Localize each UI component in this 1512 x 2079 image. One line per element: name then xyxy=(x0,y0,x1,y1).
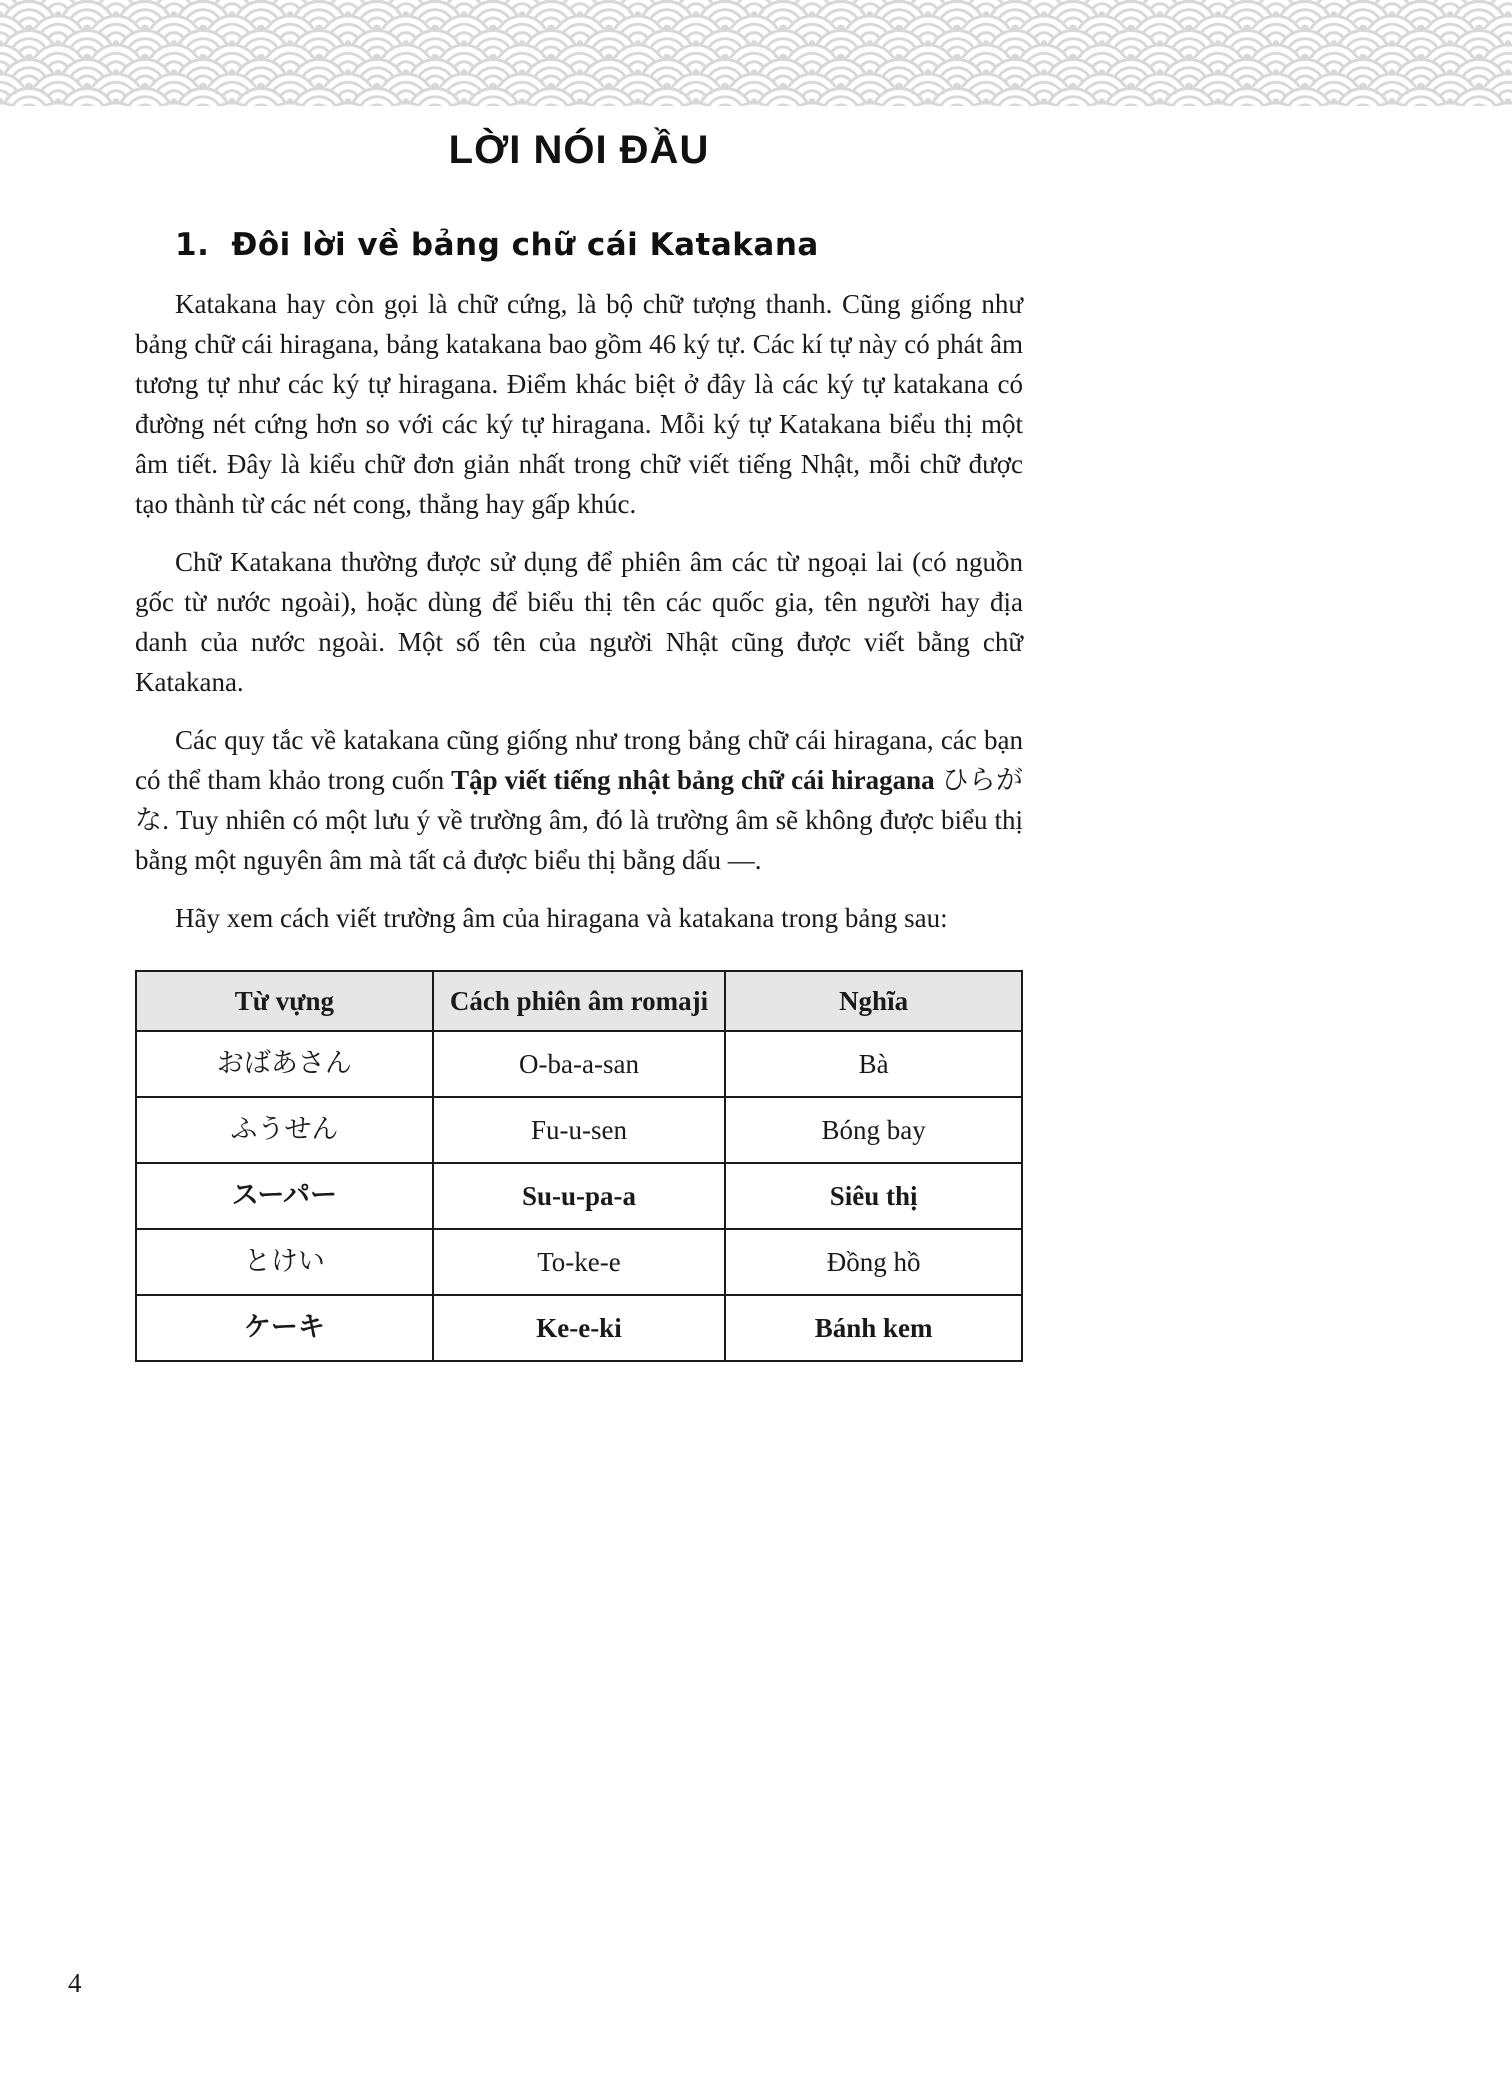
paragraph-rules xyxy=(135,720,1023,880)
romaji-cell: To-ke-e xyxy=(433,1229,725,1295)
romaji-cell: Ke-e-ki xyxy=(433,1295,725,1361)
kana-cell: スーパー xyxy=(136,1163,433,1229)
column-header-meaning: Nghĩa xyxy=(725,971,1022,1031)
kana-cell: ケーキ xyxy=(136,1295,433,1361)
section-heading xyxy=(175,224,1023,266)
page-number: 4 xyxy=(68,1968,82,1998)
meaning-cell: Bánh kem xyxy=(725,1295,1022,1361)
meaning-cell: Bà xyxy=(725,1031,1022,1097)
paragraph-intro: Katakana hay còn gọi là chữ cứng, là bộ chữ tượng thanh. Cũng giống như bảng chữ cái hiragana, bảng katakana bao gồm 46 ký tự. Các kí tự này có phát âm tương tự như các ký tự hiragana. Điểm khác biệt ở đây là các ký tự katakana có đường nét cứng hơn so với các ký tự hiragana. Mỗi ký tự Katakana biểu thị một âm tiết. Đây là kiểu chữ đơn giản nhất trong chữ viết tiếng Nhật, mỗi chữ được tạo thành từ các nét cong, thẳng hay gấp khúc. xyxy=(135,289,1023,519)
kana-cell: おばあさん xyxy=(136,1031,433,1097)
romaji-cell: O-ba-a-san xyxy=(433,1031,725,1097)
table-row xyxy=(136,1295,1022,1361)
paragraph-table-lead: Hãy xem cách viết trường âm của hiragana và katakana trong bảng sau: xyxy=(175,903,948,933)
kana-cell: とけい xyxy=(136,1229,433,1295)
meaning-cell: Siêu thị xyxy=(725,1163,1022,1229)
romaji-cell: Su-u-pa-a xyxy=(433,1163,725,1229)
table-row xyxy=(136,1163,1022,1229)
section-title: Đôi lời về bảng chữ cái Katakana xyxy=(231,227,819,263)
paragraph-rules-text-cont: ひらがな. Tuy nhiên có một lưu ý về trường âm, đó là trường âm sẽ không được biểu thị bằng một nguyên âm mà tất cả được biểu thị bằng dấu —. xyxy=(135,765,1024,875)
section-number: 1. xyxy=(175,227,210,263)
meaning-cell: Đồng hồ xyxy=(725,1229,1022,1295)
table-row xyxy=(136,1229,1022,1295)
table-row xyxy=(136,1031,1022,1097)
book-title-reference: Tập viết tiếng nhật bảng chữ cái hiragana xyxy=(451,765,935,795)
romaji-cell: Fu-u-sen xyxy=(433,1097,725,1163)
page-title: LỜI NÓI ĐẦU xyxy=(448,128,710,172)
column-header-vocabulary: Từ vựng xyxy=(136,971,433,1031)
table-header-row xyxy=(136,971,1022,1031)
kana-cell: ふうせん xyxy=(136,1097,433,1163)
paragraph-rules-text: Các quy tắc về katakana cũng giống như trong bảng chữ cái hiragana, các bạn có thể tham khảo trong cuốn xyxy=(135,725,1023,795)
paragraph-usage: Chữ Katakana thường được sử dụng để phiên âm các từ ngoại lai (có nguồn gốc từ nước ngoài), hoặc dùng để biểu thị tên các quốc gia, tên người hay địa danh của nước ngoài. Một số tên của người Nhật cũng được viết bằng chữ Katakana. xyxy=(135,547,1023,697)
column-header-romaji: Cách phiên âm romaji xyxy=(433,971,725,1031)
meaning-cell: Bóng bay xyxy=(725,1097,1022,1163)
page-content xyxy=(135,106,1023,1362)
seigaiha-wave-pattern xyxy=(0,0,1512,106)
table-row xyxy=(136,1097,1022,1163)
long-vowel-vocab-table xyxy=(135,970,1023,1362)
